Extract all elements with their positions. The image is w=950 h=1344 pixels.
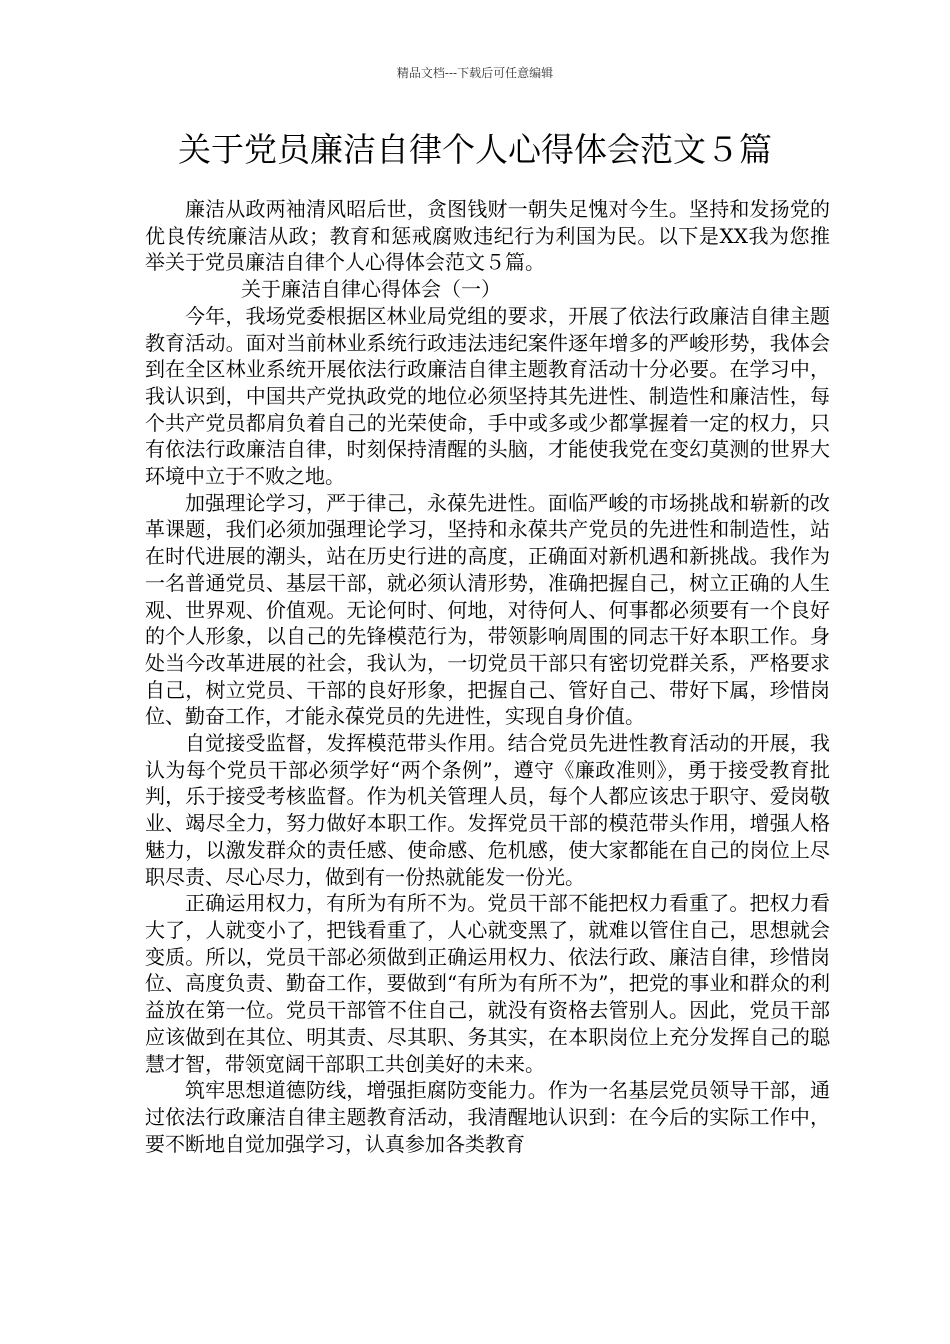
page-header-watermark: 精品文档---下载后可任意编辑 xyxy=(396,66,554,80)
body-paragraph: 正确运用权力，有所为有所不为。党员干部不能把权力看重了。把权力看大了，人就变小了，把钱看重了，人心就变黑了，就难以管住自己，思想就会变质。所以，党员干部必须做到正确运用权力、依法行政、廉洁自律，珍惜岗位、高度负责、勤奋工作，要做到“有所为有所不为”，把党的事业和群众的利益放在第一位。党员干部管不住自己，就没有资格去管别人。因此，党员干部应该做到在其位、明其责、尽其职、务其实，在本职岗位上充分发挥自己的聪慧才智，带领宽阔干部职工共创美好的未来。 xyxy=(145,891,830,1076)
body-paragraph: 今年，我场党委根据区林业局党组的要求，开展了依法行政廉洁自律主题教育活动。面对当前林业系统行政违法违纪案件逐年增多的严峻形势，我体会到在全区林业系统开展依法行政廉洁自律主题教育活动十分必要。在学习中，我认识到，中国共产党执政党的地位必须坚持其先进性、制造性和廉洁性，每个共产党员都肩负着自己的光荣使命，手中或多或少都掌握着一定的权力，只有依法行政廉洁自律，时刻保持清醒的头脑，才能使我党在变幻莫测的世界大环境中立于不败之地。 xyxy=(145,303,830,489)
document-body xyxy=(145,196,830,1157)
page-title: 关于党员廉洁自律个人心得体会范文５篇 xyxy=(178,130,772,169)
body-paragraph: 自觉接受监督，发挥模范带头作用。结合党员先进性教育活动的开展，我认为每个党员干部必须学好“两个条例”，遵守《廉政准则》，勇于接受教育批判，乐于接受考核监督。作为机关管理人员，每个人都应该忠于职守、爱岗敬业、竭尽全力，努力做好本职工作。发挥党员干部的模范带头作用，增强人格魅力，以激发群众的责任感、使命感、危机感，使大家都能在自己的岗位上尽职尽责、尽心尽力，做到有一份热就能发一份光。 xyxy=(145,731,830,889)
body-paragraph: 加强理论学习，严于律己，永葆先进性。面临严峻的市场挑战和崭新的改革课题，我们必须加强理论学习，坚持和永葆共产党员的先进性和制造性，站在时代进展的潮头，站在历史行进的高度，正确面对新机遇和新挑战。我作为一名普通党员、基层干部，就必须认清形势，准确把握自己，树立正确的人生观、世界观、价值观。无论何时、何地，对待何人、何事都必须要有一个良好的个人形象，以自己的先锋模范行为，带领影响周围的同志干好本职工作。身处当今改革进展的社会，我认为，一切党员干部只有密切党群关系，严格要求自己，树立党员、干部的良好形象，把握自己、管好自己、带好下属，珍惜岗位、勤奋工作，才能永葆党员的先进性，实现自身价值。 xyxy=(145,490,830,729)
intro-paragraph: 廉洁从政两袖清风昭后世，贪图钱财一朝失足愧对今生。坚持和发扬党的优良传统廉洁从政；教育和惩戒腐败违纪行为利国为民。以下是XX我为您推举关于党员廉洁自律个人心得体会范文５篇。 xyxy=(145,197,830,275)
body-paragraph: 筑牢思想道德防线，增强拒腐防变能力。作为一名基层党员领导干部，通过依法行政廉洁自律主题教育活动，我清醒地认识到：在今后的实际工作中，要不断地自觉加强学习，认真参加各类教育 xyxy=(145,1078,830,1156)
section-heading: 关于廉洁自律心得体会（一） xyxy=(241,277,501,302)
